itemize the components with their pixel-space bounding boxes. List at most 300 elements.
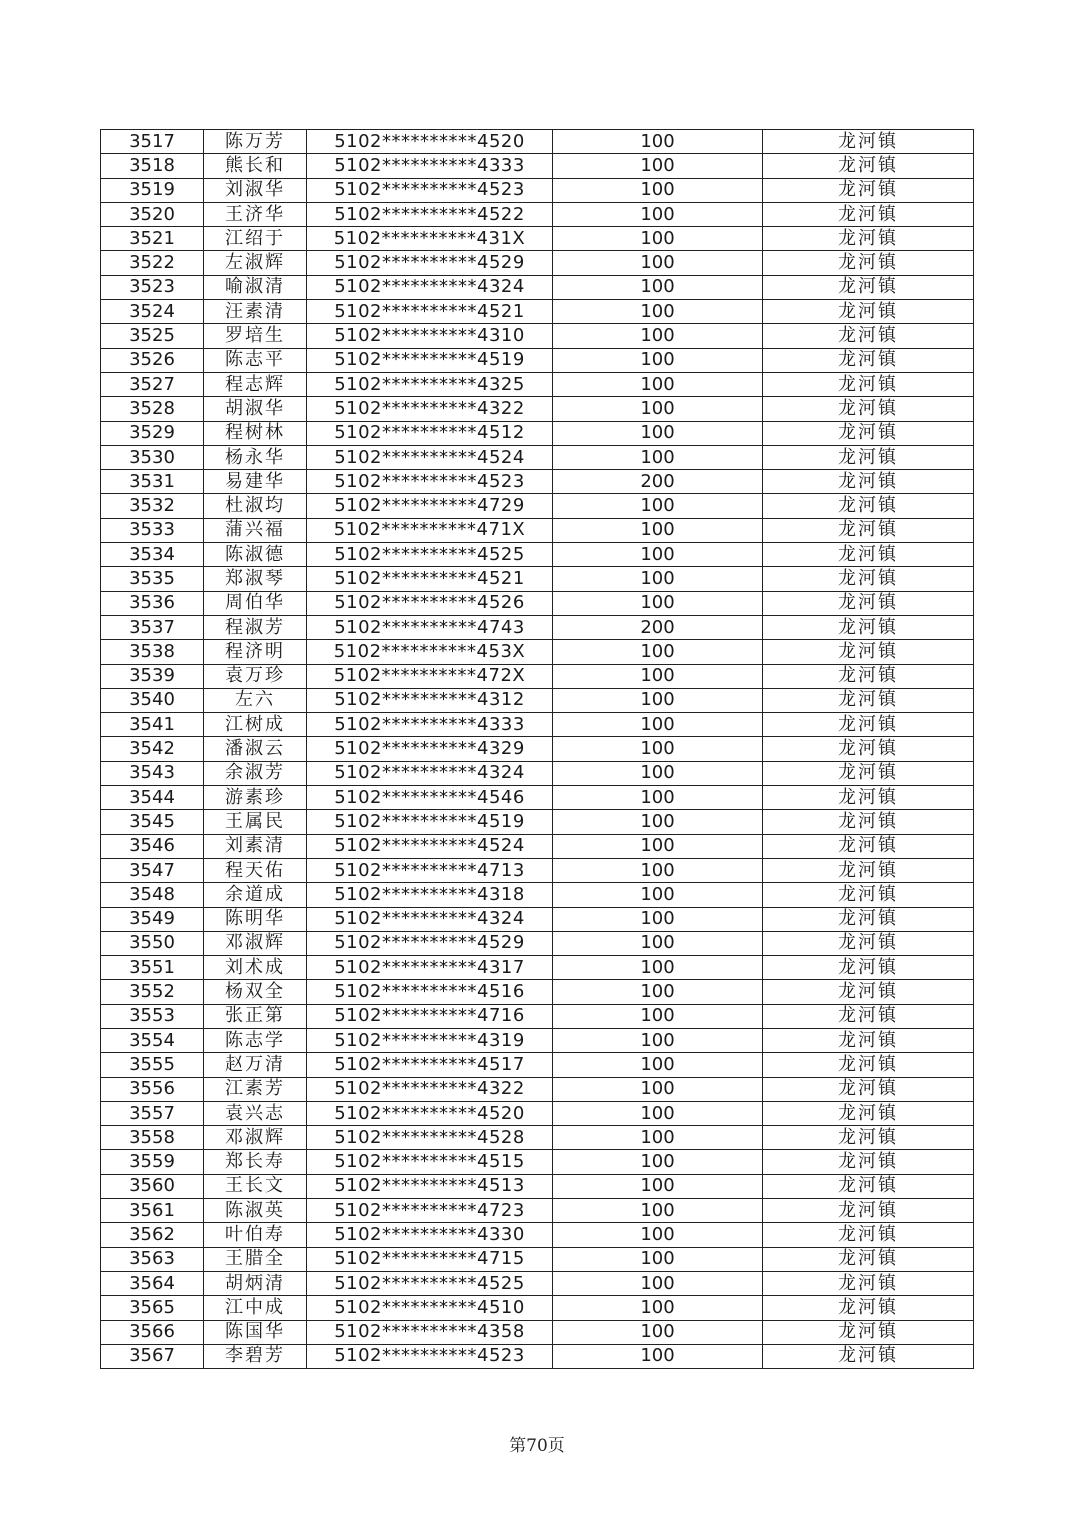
amount-cell: 100 xyxy=(553,324,763,348)
serial-number-cell: 3525 xyxy=(101,324,204,348)
name-cell: 程志辉 xyxy=(204,372,307,396)
town-cell: 龙河镇 xyxy=(763,348,974,372)
town-cell: 龙河镇 xyxy=(763,227,974,251)
table-row xyxy=(101,154,974,178)
name-cell: 李碧芳 xyxy=(204,1344,307,1368)
name-cell: 王腊全 xyxy=(204,1247,307,1271)
name-cell: 杨双全 xyxy=(204,980,307,1004)
table-row xyxy=(101,786,974,810)
id-number-cell: 5102**********4529 xyxy=(307,931,553,955)
town-cell: 龙河镇 xyxy=(763,275,974,299)
town-cell: 龙河镇 xyxy=(763,737,974,761)
town-cell: 龙河镇 xyxy=(763,1199,974,1223)
table-row xyxy=(101,445,974,469)
amount-cell: 100 xyxy=(553,1150,763,1174)
id-number-cell: 5102**********4322 xyxy=(307,1077,553,1101)
table-row xyxy=(101,1174,974,1198)
table-row xyxy=(101,300,974,324)
serial-number-cell: 3547 xyxy=(101,858,204,882)
town-cell: 龙河镇 xyxy=(763,1028,974,1052)
table-row xyxy=(101,713,974,737)
town-cell: 龙河镇 xyxy=(763,883,974,907)
id-number-cell: 5102**********4523 xyxy=(307,470,553,494)
amount-cell: 100 xyxy=(553,1004,763,1028)
table-row xyxy=(101,980,974,1004)
table-row xyxy=(101,1028,974,1052)
amount-cell: 100 xyxy=(553,761,763,785)
table-row xyxy=(101,761,974,785)
id-number-cell: 5102**********4519 xyxy=(307,348,553,372)
id-number-cell: 5102**********4713 xyxy=(307,858,553,882)
amount-cell: 100 xyxy=(553,834,763,858)
name-cell: 程树林 xyxy=(204,421,307,445)
amount-cell: 100 xyxy=(553,202,763,226)
name-cell: 郑长寿 xyxy=(204,1150,307,1174)
name-cell: 陈志平 xyxy=(204,348,307,372)
town-cell: 龙河镇 xyxy=(763,1126,974,1150)
id-number-cell: 5102**********4322 xyxy=(307,397,553,421)
amount-cell: 100 xyxy=(553,980,763,1004)
table-row xyxy=(101,664,974,688)
table-row xyxy=(101,688,974,712)
town-cell: 龙河镇 xyxy=(763,980,974,1004)
id-number-cell: 5102**********4358 xyxy=(307,1320,553,1344)
amount-cell: 100 xyxy=(553,713,763,737)
serial-number-cell: 3528 xyxy=(101,397,204,421)
amount-cell: 100 xyxy=(553,1174,763,1198)
town-cell: 龙河镇 xyxy=(763,372,974,396)
amount-cell: 100 xyxy=(553,591,763,615)
serial-number-cell: 3539 xyxy=(101,664,204,688)
amount-cell: 100 xyxy=(553,931,763,955)
table-row xyxy=(101,1223,974,1247)
town-cell: 龙河镇 xyxy=(763,1223,974,1247)
town-cell: 龙河镇 xyxy=(763,300,974,324)
town-cell: 龙河镇 xyxy=(763,324,974,348)
amount-cell: 100 xyxy=(553,348,763,372)
name-cell: 余道成 xyxy=(204,883,307,907)
town-cell: 龙河镇 xyxy=(763,858,974,882)
amount-cell: 100 xyxy=(553,737,763,761)
serial-number-cell: 3533 xyxy=(101,518,204,542)
serial-number-cell: 3529 xyxy=(101,421,204,445)
id-number-cell: 5102**********4513 xyxy=(307,1174,553,1198)
town-cell: 龙河镇 xyxy=(763,518,974,542)
town-cell: 龙河镇 xyxy=(763,591,974,615)
table-row xyxy=(101,372,974,396)
table-row xyxy=(101,834,974,858)
table-row xyxy=(101,275,974,299)
name-cell: 蒲兴福 xyxy=(204,518,307,542)
table-row xyxy=(101,591,974,615)
id-number-cell: 5102**********4324 xyxy=(307,761,553,785)
name-cell: 胡炳清 xyxy=(204,1271,307,1295)
town-cell: 龙河镇 xyxy=(763,1247,974,1271)
id-number-cell: 5102**********4525 xyxy=(307,1271,553,1295)
amount-cell: 100 xyxy=(553,810,763,834)
name-cell: 杜淑均 xyxy=(204,494,307,518)
amount-cell: 100 xyxy=(553,1126,763,1150)
town-cell: 龙河镇 xyxy=(763,1053,974,1077)
name-cell: 汪素清 xyxy=(204,300,307,324)
serial-number-cell: 3560 xyxy=(101,1174,204,1198)
name-cell: 张正第 xyxy=(204,1004,307,1028)
town-cell: 龙河镇 xyxy=(763,1320,974,1344)
name-cell: 程济明 xyxy=(204,640,307,664)
name-cell: 刘术成 xyxy=(204,956,307,980)
id-number-cell: 5102**********4525 xyxy=(307,543,553,567)
name-cell: 喻淑清 xyxy=(204,275,307,299)
serial-number-cell: 3537 xyxy=(101,615,204,639)
serial-number-cell: 3558 xyxy=(101,1126,204,1150)
id-number-cell: 5102**********472X xyxy=(307,664,553,688)
table-row xyxy=(101,858,974,882)
amount-cell: 100 xyxy=(553,1344,763,1368)
name-cell: 程天佑 xyxy=(204,858,307,882)
table-row xyxy=(101,178,974,202)
name-cell: 江中成 xyxy=(204,1296,307,1320)
serial-number-cell: 3517 xyxy=(101,130,204,154)
town-cell: 龙河镇 xyxy=(763,154,974,178)
id-number-cell: 5102**********4546 xyxy=(307,786,553,810)
table-row xyxy=(101,421,974,445)
table-row xyxy=(101,567,974,591)
table-row xyxy=(101,1101,974,1125)
table-row xyxy=(101,1271,974,1295)
name-cell: 陈万芳 xyxy=(204,130,307,154)
serial-number-cell: 3555 xyxy=(101,1053,204,1077)
serial-number-cell: 3557 xyxy=(101,1101,204,1125)
id-number-cell: 5102**********4319 xyxy=(307,1028,553,1052)
name-cell: 郑淑琴 xyxy=(204,567,307,591)
amount-cell: 100 xyxy=(553,1247,763,1271)
id-number-cell: 5102**********4510 xyxy=(307,1296,553,1320)
town-cell: 龙河镇 xyxy=(763,178,974,202)
id-number-cell: 5102**********453X xyxy=(307,640,553,664)
id-number-cell: 5102**********4523 xyxy=(307,1344,553,1368)
serial-number-cell: 3522 xyxy=(101,251,204,275)
serial-number-cell: 3562 xyxy=(101,1223,204,1247)
town-cell: 龙河镇 xyxy=(763,445,974,469)
name-cell: 程淑芳 xyxy=(204,615,307,639)
name-cell: 杨永华 xyxy=(204,445,307,469)
town-cell: 龙河镇 xyxy=(763,761,974,785)
id-number-cell: 5102**********4312 xyxy=(307,688,553,712)
id-number-cell: 5102**********4743 xyxy=(307,615,553,639)
name-cell: 刘素清 xyxy=(204,834,307,858)
serial-number-cell: 3531 xyxy=(101,470,204,494)
table-row xyxy=(101,737,974,761)
table-row xyxy=(101,1053,974,1077)
table-row xyxy=(101,1296,974,1320)
amount-cell: 100 xyxy=(553,1223,763,1247)
town-cell: 龙河镇 xyxy=(763,1271,974,1295)
amount-cell: 100 xyxy=(553,1320,763,1344)
amount-cell: 100 xyxy=(553,421,763,445)
amount-cell: 100 xyxy=(553,1296,763,1320)
serial-number-cell: 3550 xyxy=(101,931,204,955)
id-number-cell: 5102**********4333 xyxy=(307,154,553,178)
table-row xyxy=(101,883,974,907)
serial-number-cell: 3541 xyxy=(101,713,204,737)
amount-cell: 100 xyxy=(553,1101,763,1125)
serial-number-cell: 3546 xyxy=(101,834,204,858)
amount-cell: 100 xyxy=(553,1053,763,1077)
amount-cell: 100 xyxy=(553,786,763,810)
beneficiary-table xyxy=(100,129,974,1369)
amount-cell: 100 xyxy=(553,494,763,518)
serial-number-cell: 3518 xyxy=(101,154,204,178)
name-cell: 袁万珍 xyxy=(204,664,307,688)
table-row xyxy=(101,615,974,639)
name-cell: 熊长和 xyxy=(204,154,307,178)
amount-cell: 100 xyxy=(553,567,763,591)
id-number-cell: 5102**********4512 xyxy=(307,421,553,445)
name-cell: 刘淑华 xyxy=(204,178,307,202)
id-number-cell: 5102**********4523 xyxy=(307,178,553,202)
table-row xyxy=(101,251,974,275)
serial-number-cell: 3520 xyxy=(101,202,204,226)
town-cell: 龙河镇 xyxy=(763,1101,974,1125)
amount-cell: 100 xyxy=(553,543,763,567)
table-row xyxy=(101,810,974,834)
town-cell: 龙河镇 xyxy=(763,1174,974,1198)
name-cell: 王长文 xyxy=(204,1174,307,1198)
name-cell: 易建华 xyxy=(204,470,307,494)
serial-number-cell: 3552 xyxy=(101,980,204,1004)
serial-number-cell: 3540 xyxy=(101,688,204,712)
amount-cell: 200 xyxy=(553,615,763,639)
serial-number-cell: 3559 xyxy=(101,1150,204,1174)
id-number-cell: 5102**********4330 xyxy=(307,1223,553,1247)
name-cell: 潘淑云 xyxy=(204,737,307,761)
town-cell: 龙河镇 xyxy=(763,664,974,688)
id-number-cell: 5102**********4324 xyxy=(307,907,553,931)
name-cell: 左淑辉 xyxy=(204,251,307,275)
id-number-cell: 5102**********4715 xyxy=(307,1247,553,1271)
serial-number-cell: 3521 xyxy=(101,227,204,251)
name-cell: 陈淑英 xyxy=(204,1199,307,1223)
amount-cell: 100 xyxy=(553,664,763,688)
amount-cell: 100 xyxy=(553,518,763,542)
serial-number-cell: 3554 xyxy=(101,1028,204,1052)
serial-number-cell: 3524 xyxy=(101,300,204,324)
town-cell: 龙河镇 xyxy=(763,567,974,591)
name-cell: 罗培生 xyxy=(204,324,307,348)
serial-number-cell: 3523 xyxy=(101,275,204,299)
page-number: 第70页 xyxy=(509,1436,565,1456)
table-row xyxy=(101,518,974,542)
id-number-cell: 5102**********4522 xyxy=(307,202,553,226)
id-number-cell: 5102**********471X xyxy=(307,518,553,542)
town-cell: 龙河镇 xyxy=(763,470,974,494)
amount-cell: 100 xyxy=(553,130,763,154)
name-cell: 陈明华 xyxy=(204,907,307,931)
amount-cell: 100 xyxy=(553,275,763,299)
town-cell: 龙河镇 xyxy=(763,1004,974,1028)
table-row xyxy=(101,202,974,226)
serial-number-cell: 3532 xyxy=(101,494,204,518)
amount-cell: 100 xyxy=(553,178,763,202)
id-number-cell: 5102**********4325 xyxy=(307,372,553,396)
table-row xyxy=(101,470,974,494)
town-cell: 龙河镇 xyxy=(763,834,974,858)
amount-cell: 100 xyxy=(553,883,763,907)
amount-cell: 100 xyxy=(553,907,763,931)
serial-number-cell: 3567 xyxy=(101,1344,204,1368)
id-number-cell: 5102**********4529 xyxy=(307,251,553,275)
name-cell: 陈淑德 xyxy=(204,543,307,567)
table-row xyxy=(101,494,974,518)
table-row xyxy=(101,543,974,567)
amount-cell: 100 xyxy=(553,445,763,469)
serial-number-cell: 3543 xyxy=(101,761,204,785)
serial-number-cell: 3565 xyxy=(101,1296,204,1320)
table-row xyxy=(101,907,974,931)
name-cell: 左六 xyxy=(204,688,307,712)
table-row xyxy=(101,130,974,154)
serial-number-cell: 3548 xyxy=(101,883,204,907)
serial-number-cell: 3536 xyxy=(101,591,204,615)
serial-number-cell: 3553 xyxy=(101,1004,204,1028)
amount-cell: 100 xyxy=(553,1199,763,1223)
amount-cell: 100 xyxy=(553,397,763,421)
name-cell: 赵万清 xyxy=(204,1053,307,1077)
amount-cell: 100 xyxy=(553,956,763,980)
town-cell: 龙河镇 xyxy=(763,640,974,664)
id-number-cell: 5102**********4516 xyxy=(307,980,553,1004)
town-cell: 龙河镇 xyxy=(763,1077,974,1101)
id-number-cell: 5102**********4526 xyxy=(307,591,553,615)
serial-number-cell: 3563 xyxy=(101,1247,204,1271)
amount-cell: 100 xyxy=(553,227,763,251)
town-cell: 龙河镇 xyxy=(763,251,974,275)
serial-number-cell: 3542 xyxy=(101,737,204,761)
id-number-cell: 5102**********4310 xyxy=(307,324,553,348)
amount-cell: 100 xyxy=(553,858,763,882)
table-row xyxy=(101,397,974,421)
id-number-cell: 5102**********4318 xyxy=(307,883,553,907)
name-cell: 陈国华 xyxy=(204,1320,307,1344)
table-row xyxy=(101,1320,974,1344)
name-cell: 江树成 xyxy=(204,713,307,737)
serial-number-cell: 3566 xyxy=(101,1320,204,1344)
table-row xyxy=(101,324,974,348)
town-cell: 龙河镇 xyxy=(763,907,974,931)
town-cell: 龙河镇 xyxy=(763,688,974,712)
amount-cell: 100 xyxy=(553,154,763,178)
name-cell: 江素芳 xyxy=(204,1077,307,1101)
amount-cell: 100 xyxy=(553,372,763,396)
id-number-cell: 5102**********4521 xyxy=(307,300,553,324)
table-row xyxy=(101,1247,974,1271)
serial-number-cell: 3535 xyxy=(101,567,204,591)
town-cell: 龙河镇 xyxy=(763,1150,974,1174)
town-cell: 龙河镇 xyxy=(763,397,974,421)
serial-number-cell: 3534 xyxy=(101,543,204,567)
serial-number-cell: 3549 xyxy=(101,907,204,931)
town-cell: 龙河镇 xyxy=(763,1296,974,1320)
table-row xyxy=(101,1344,974,1368)
town-cell: 龙河镇 xyxy=(763,810,974,834)
town-cell: 龙河镇 xyxy=(763,931,974,955)
name-cell: 王属民 xyxy=(204,810,307,834)
id-number-cell: 5102**********4521 xyxy=(307,567,553,591)
serial-number-cell: 3538 xyxy=(101,640,204,664)
table-row xyxy=(101,1150,974,1174)
serial-number-cell: 3544 xyxy=(101,786,204,810)
id-number-cell: 5102**********4324 xyxy=(307,275,553,299)
serial-number-cell: 3545 xyxy=(101,810,204,834)
town-cell: 龙河镇 xyxy=(763,543,974,567)
town-cell: 龙河镇 xyxy=(763,615,974,639)
name-cell: 江绍于 xyxy=(204,227,307,251)
town-cell: 龙河镇 xyxy=(763,713,974,737)
serial-number-cell: 3519 xyxy=(101,178,204,202)
id-number-cell: 5102**********4317 xyxy=(307,956,553,980)
town-cell: 龙河镇 xyxy=(763,1344,974,1368)
name-cell: 王济华 xyxy=(204,202,307,226)
table-row xyxy=(101,1077,974,1101)
table-row xyxy=(101,931,974,955)
table-row xyxy=(101,1199,974,1223)
id-number-cell: 5102**********4524 xyxy=(307,834,553,858)
amount-cell: 100 xyxy=(553,251,763,275)
table-row xyxy=(101,1126,974,1150)
name-cell: 余淑芳 xyxy=(204,761,307,785)
id-number-cell: 5102**********4723 xyxy=(307,1199,553,1223)
id-number-cell: 5102**********4520 xyxy=(307,130,553,154)
table-row xyxy=(101,348,974,372)
serial-number-cell: 3556 xyxy=(101,1077,204,1101)
serial-number-cell: 3530 xyxy=(101,445,204,469)
serial-number-cell: 3561 xyxy=(101,1199,204,1223)
name-cell: 邓淑辉 xyxy=(204,931,307,955)
serial-number-cell: 3527 xyxy=(101,372,204,396)
name-cell: 陈志学 xyxy=(204,1028,307,1052)
serial-number-cell: 3564 xyxy=(101,1271,204,1295)
table-row xyxy=(101,227,974,251)
serial-number-cell: 3526 xyxy=(101,348,204,372)
table-row xyxy=(101,956,974,980)
id-number-cell: 5102**********4528 xyxy=(307,1126,553,1150)
name-cell: 邓淑辉 xyxy=(204,1126,307,1150)
town-cell: 龙河镇 xyxy=(763,494,974,518)
amount-cell: 100 xyxy=(553,1271,763,1295)
name-cell: 游素珍 xyxy=(204,786,307,810)
table-body xyxy=(101,130,974,1369)
town-cell: 龙河镇 xyxy=(763,956,974,980)
amount-cell: 100 xyxy=(553,688,763,712)
name-cell: 周伯华 xyxy=(204,591,307,615)
amount-cell: 100 xyxy=(553,640,763,664)
town-cell: 龙河镇 xyxy=(763,202,974,226)
serial-number-cell: 3551 xyxy=(101,956,204,980)
name-cell: 袁兴志 xyxy=(204,1101,307,1125)
id-number-cell: 5102**********4729 xyxy=(307,494,553,518)
id-number-cell: 5102**********4716 xyxy=(307,1004,553,1028)
town-cell: 龙河镇 xyxy=(763,130,974,154)
town-cell: 龙河镇 xyxy=(763,786,974,810)
amount-cell: 200 xyxy=(553,470,763,494)
town-cell: 龙河镇 xyxy=(763,421,974,445)
name-cell: 胡淑华 xyxy=(204,397,307,421)
table-row xyxy=(101,640,974,664)
amount-cell: 100 xyxy=(553,1077,763,1101)
id-number-cell: 5102**********4517 xyxy=(307,1053,553,1077)
id-number-cell: 5102**********4520 xyxy=(307,1101,553,1125)
id-number-cell: 5102**********4329 xyxy=(307,737,553,761)
